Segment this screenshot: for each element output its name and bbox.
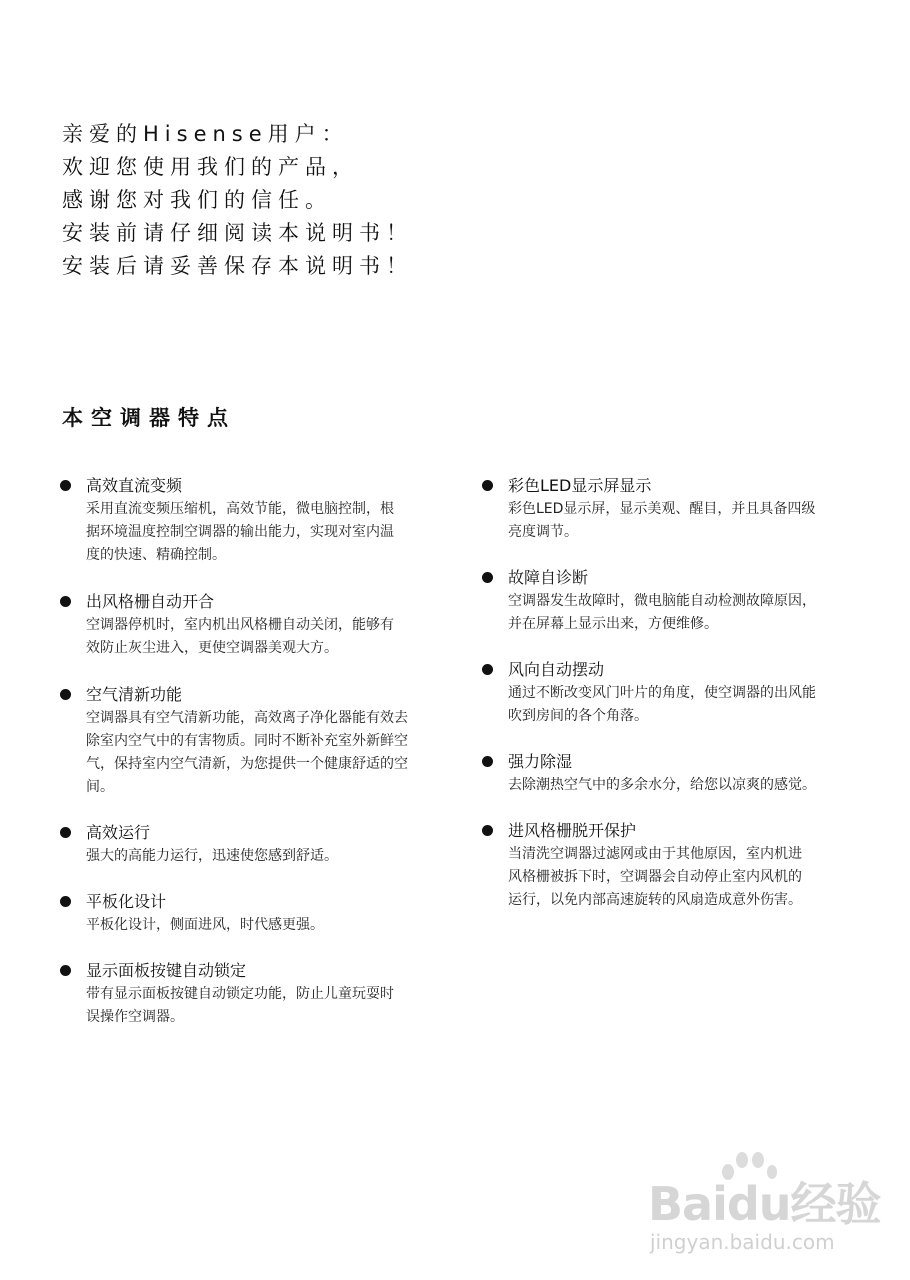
watermark-logo: Baidu经验: [648, 1177, 881, 1231]
feature-desc: 带有显示面板按键自动锁定功能，防止儿童玩耍时 误操作空调器。: [86, 986, 394, 1025]
feature-title: 强力除湿: [508, 752, 573, 771]
feature-title: 显示面板按键自动锁定: [86, 961, 247, 980]
feature-desc: 彩色LED显示屏，显示美观、醒目，并且具备四级 亮度调节。: [508, 501, 816, 540]
greeting-block: [62, 118, 413, 283]
bullet-icon: [482, 572, 493, 583]
feature-item: [482, 819, 862, 912]
feature-item: [482, 566, 862, 636]
feature-title: 平板化设计: [86, 892, 167, 911]
greeting-salutation: 亲爱的Hisense用户：: [62, 122, 349, 146]
bullet-icon: [60, 480, 71, 491]
feature-title: 空气清新功能: [86, 685, 183, 704]
bullet-icon: [60, 827, 71, 838]
feature-item: [60, 890, 450, 937]
feature-item: [60, 959, 450, 1029]
feature-desc: 平板化设计，侧面进风，时代感更强。: [86, 917, 324, 933]
feature-item: [60, 590, 450, 660]
feature-desc: 采用直流变频压缩机，高效节能，微电脑控制，根 据环境温度控制空调器的输出能力，实现对室内温 度的快速、精确控制。: [86, 501, 394, 563]
feature-title: 高效直流变频: [86, 476, 183, 495]
bullet-icon: [60, 596, 71, 607]
feature-desc: 强大的高能力运行，迅速使您感到舒适。: [86, 848, 338, 864]
greeting-welcome: 欢迎您使用我们的产品，: [62, 155, 359, 179]
feature-title: 彩色LED显示屏显示: [508, 476, 652, 495]
feature-desc: 空调器发生故障时，微电脑能自动检测故障原因， 并在屏幕上显示出来，方便维修。: [508, 593, 816, 632]
feature-item: [482, 750, 862, 797]
feature-title: 故障自诊断: [508, 568, 589, 587]
bullet-icon: [482, 756, 493, 767]
feature-desc: 空调器停机时，室内机出风格栅自动关闭，能够有 效防止灰尘进入，更使空调器美观大方。: [86, 617, 394, 656]
feature-title: 高效运行: [86, 823, 151, 842]
greeting-keep-manual: 安装后请妥善保存本说明书！: [62, 254, 413, 278]
feature-item: [60, 683, 450, 799]
baidu-jingyan-watermark: [648, 1150, 881, 1260]
feature-desc: 通过不断改变风门叶片的角度，使空调器的出风能 吹到房间的各个角落。: [508, 685, 816, 724]
feature-desc: 去除潮热空气中的多余水分，给您以凉爽的感觉。: [508, 777, 816, 793]
bullet-icon: [482, 480, 493, 491]
features-right-column: [482, 474, 862, 912]
feature-title: 风向自动摆动: [508, 660, 605, 679]
feature-title: 进风格栅脱开保护: [508, 821, 637, 840]
bullet-icon: [60, 965, 71, 976]
section-title: 本空调器特点: [62, 406, 236, 430]
bullet-icon: [482, 825, 493, 836]
greeting-read-manual: 安装前请仔细阅读本说明书！: [62, 221, 413, 245]
bullet-icon: [60, 689, 71, 700]
features-left-column: [60, 474, 450, 1029]
feature-item: [482, 658, 862, 728]
feature-item: [60, 821, 450, 868]
greeting-thanks: 感谢您对我们的信任。: [62, 188, 332, 212]
bullet-icon: [60, 896, 71, 907]
feature-desc: 空调器具有空气清新功能，高效离子净化器能有效去 除室内空气中的有害物质。同时不断补充室外新鲜空 气，保持室内空气清新，为您提供一个健康舒适的空 间。: [86, 710, 408, 795]
feature-title: 出风格栅自动开合: [86, 592, 215, 611]
bullet-icon: [482, 664, 493, 675]
feature-item: [482, 474, 862, 544]
feature-desc: 当清洗空调器过滤网或由于其他原因，室内机进 风格栅被拆下时，空调器会自动停止室内风机的 运行，以免内部高速旋转的风扇造成意外伤害。: [508, 846, 802, 908]
feature-item: [60, 474, 450, 567]
watermark-url: jingyan.baidu.com: [650, 1230, 835, 1254]
